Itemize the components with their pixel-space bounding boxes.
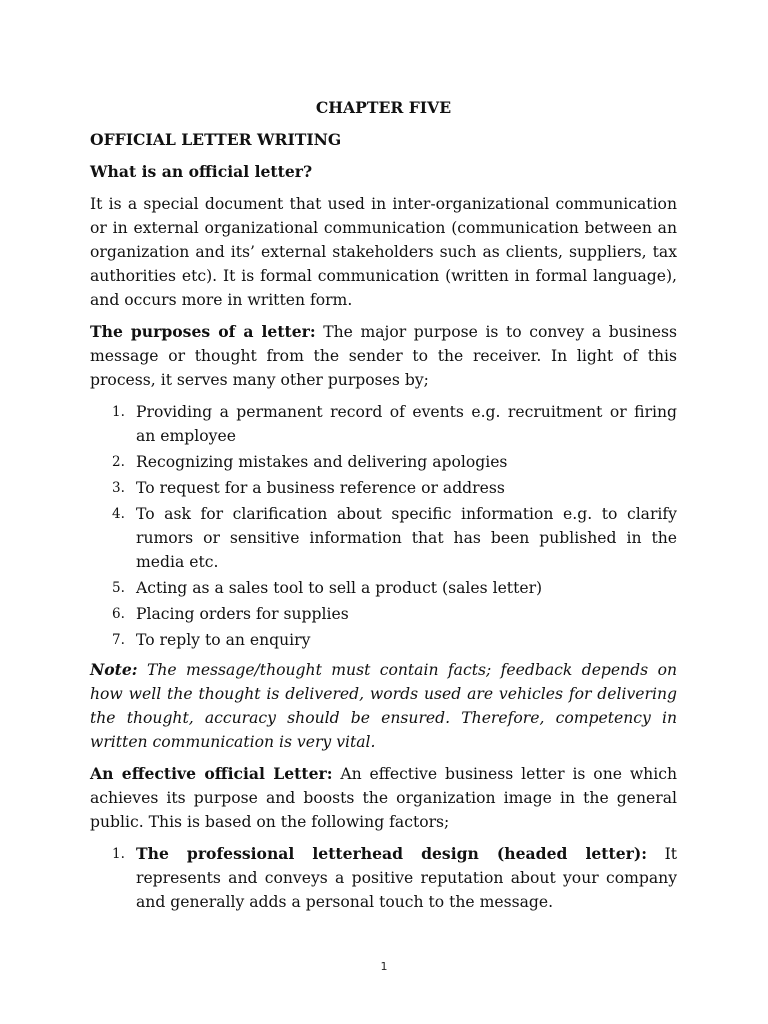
list-item-text: Placing orders for supplies — [136, 605, 349, 623]
list-item — [90, 576, 677, 600]
purposes-list — [90, 400, 677, 652]
page-number: 1 — [380, 960, 388, 973]
effective-lead: An effective official Letter: — [90, 764, 333, 783]
purposes-text: The major purpose is to convey a business message or thought from the sender to the receiver. In light of this process, it serves many other purposes by; — [90, 323, 677, 389]
chapter-title: CHAPTER FIVE — [315, 98, 452, 117]
list-number: 3. — [112, 480, 125, 496]
document-page — [90, 96, 677, 920]
note-text: The message/thought must contain facts; feedback depends on how well the thought is delivered, words used are vehicles for delivering the thought, accuracy should be ensured. Therefore, competency in written communication is very vital. — [90, 661, 677, 751]
question-heading: What is an official letter? — [90, 162, 313, 181]
list-item-text: Recognizing mistakes and delivering apologies — [136, 453, 508, 471]
list-item-text: Providing a permanent record of events e.g. recruitment or firing an employee — [136, 403, 677, 445]
effective-paragraph — [90, 762, 677, 834]
list-item — [90, 450, 677, 474]
purposes-lead: The purposes of a letter: — [90, 322, 316, 341]
effective-text: An effective business letter is one which achieves its purpose and boosts the organization image in the general public. This is based on the following factors; — [90, 765, 677, 831]
list-number: 1. — [112, 404, 125, 420]
purposes-paragraph — [90, 320, 677, 392]
list-item — [90, 400, 677, 448]
section-title: OFFICIAL LETTER WRITING — [90, 130, 342, 149]
list-item — [90, 476, 677, 500]
list-number: 5. — [112, 580, 125, 596]
list-item — [90, 628, 677, 652]
list-item-text: To request for a business reference or address — [136, 479, 505, 497]
list-item-lead: The professional letterhead design (headed letter): — [136, 844, 647, 863]
list-number: 6. — [112, 606, 125, 622]
list-item — [90, 502, 677, 574]
list-item-text: Acting as a sales tool to sell a product (sales letter) — [136, 579, 543, 597]
note-paragraph — [90, 658, 677, 754]
list-item-text: To reply to an enquiry — [136, 631, 311, 649]
list-number: 4. — [112, 506, 125, 522]
list-item — [90, 602, 677, 626]
note-lead: Note: — [90, 660, 138, 679]
list-number: 2. — [112, 454, 125, 470]
intro-paragraph: It is a special document that used in inter-organizational communication or in external organizational communication (communication between an organization and its’ external stakeholders such as clients, suppliers, tax authorities etc). It is formal communication (written in formal language), and occurs more in written form. — [90, 195, 677, 309]
list-number: 7. — [112, 632, 125, 648]
list-number: 1. — [112, 846, 125, 862]
list-item-text: It represents and conveys a positive reputation about your company and generally adds a personal touch to the message. — [136, 845, 677, 911]
effective-list — [90, 842, 677, 914]
list-item — [90, 842, 677, 914]
list-item-text: To ask for clarification about specific information e.g. to clarify rumors or sensitive information that has been published in the media etc. — [136, 505, 677, 571]
